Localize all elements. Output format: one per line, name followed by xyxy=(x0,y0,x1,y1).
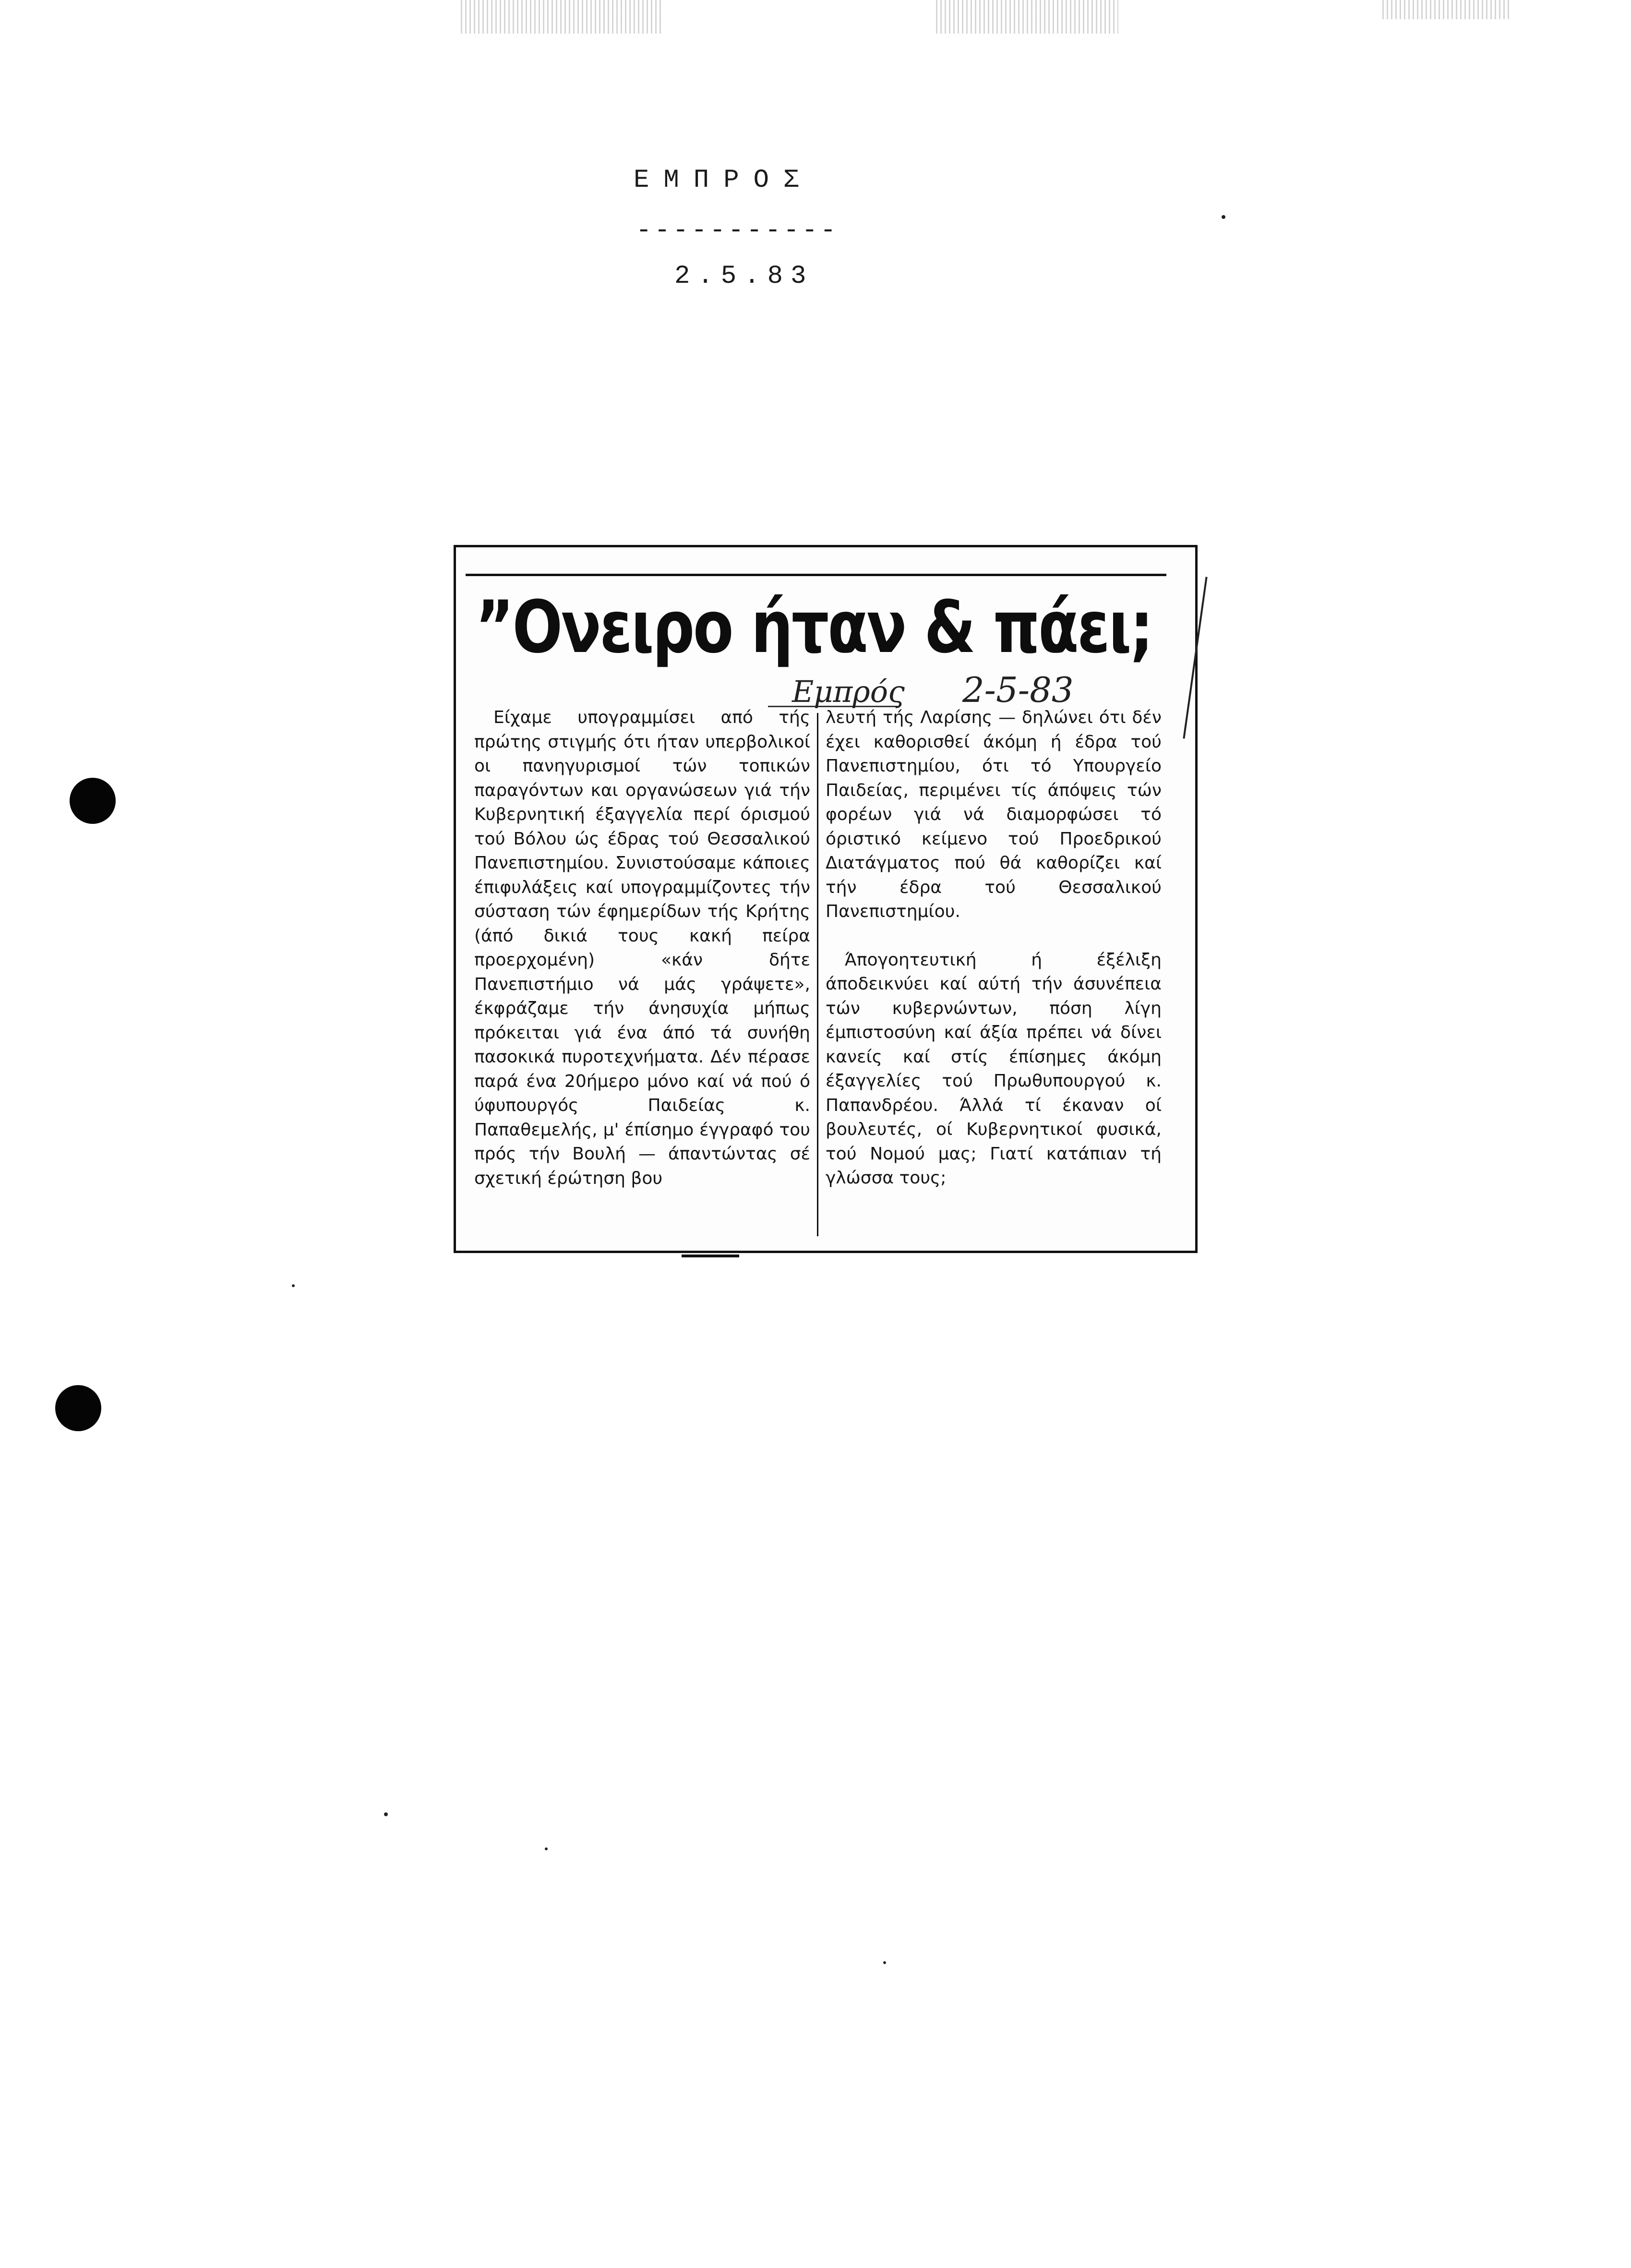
clipping-date: 2.5.83 xyxy=(674,262,814,291)
handwritten-source: Εμπρός xyxy=(792,674,905,709)
speck xyxy=(883,1961,886,1964)
scan-noise-top-left xyxy=(461,0,662,34)
speck xyxy=(292,1284,295,1287)
clipping-bottom-mark xyxy=(682,1255,739,1257)
scan-noise-top-right xyxy=(1382,0,1512,19)
handwritten-annotation xyxy=(792,670,1074,710)
article-paragraph: Είχαμε υπογραμμίσει από τής πρώτης στιγμής ότι ήταν υπερβολικοί οι πανηγυρισμοί τών τοπικών παραγόντων και οργανώσεων γιά τήν Κυβερνητική έξαγγελία περί όρισμού τού Βόλου ώς έδρας τού Θεσσαλικού Πανεπιστημίου. Συνιστούσαμε κάποιες έπιφυλάξεις καί υπογραμμίζοντες τήν σύσταση τών έφημερίδων τής Κρήτης (άπό δικιά τους κακή πείρα προερχομένη) «κάν δήτε Πανεπιστήμιο νά μάς γράψετε», έκφράζαμε τήν άνησυχία μήπως πρόκειται γιά ένα άπό τά συνήθη πασοκικά πυροτεχνήματα. Δέν πέρασε παρά ένα 20ήμερο μόνο καί νά πού ό ύφυπουργός Παιδείας κ. Παπαθεμελής, μ' έπίσημο έγγραφό του πρός τήν Βουλή — άπαντώντας σέ σχετική έρώτηση βου xyxy=(474,708,810,1188)
article-paragraph: λευτή τής Λαρίσης — δηλώνει ότι δέν έχει καθορισθεί άκόμη ή έδρα τού Πανεπιστημίου, ότι τό Υπουργείο Παιδείας, περιμένει τίς άπόψεις τών φορέων γιά νά διαμορφώσει τό όριστικό κείμενο τού Προεδρικού Διατάγματος πού θά καθορίζει καί τήν έδρα τού Θεσσαλικού Πανεπιστημίου. xyxy=(826,708,1162,921)
clipping-top-rule xyxy=(466,574,1166,576)
handwritten-date: 2-5-83 xyxy=(962,670,1074,710)
clipping-headline: ”Ονειρο ήταν & πάει; xyxy=(475,586,1152,669)
speck xyxy=(545,1847,548,1850)
punch-hole-bottom xyxy=(55,1385,101,1431)
title-underline: ----------- xyxy=(636,216,839,245)
column-divider xyxy=(817,713,818,1236)
scan-noise-top-mid xyxy=(936,0,1118,34)
article-column-left xyxy=(474,706,810,1191)
punch-hole-top xyxy=(70,778,116,824)
speck xyxy=(384,1812,388,1816)
clipping-edge-mark xyxy=(1183,577,1207,738)
article-column-right xyxy=(826,706,1162,1191)
speck xyxy=(1222,215,1225,219)
article-paragraph: Άπογοητευτική ή έξέλιξη άποδεικνύει καί αύτή τήν άσυνέπεια τών κυβερνώντων, πόση λίγη έμπιστοσύνη καί άξία πρέπει νά δίνει κανείς καί στίς έπίσημες άκόμη έξαγγελίες τού Πρωθυπουργού κ. Παπανδρέου. Άλλά τί έκαναν οί βουλευτές, οί Κυβερνητικοί φυσικά, τού Νομού μας; Γιατί κατάπιαν τή γλώσσα τους; xyxy=(826,950,1162,1188)
newspaper-clipping xyxy=(454,545,1198,1253)
newspaper-title: ΕΜΠΡΟΣ xyxy=(634,166,814,195)
